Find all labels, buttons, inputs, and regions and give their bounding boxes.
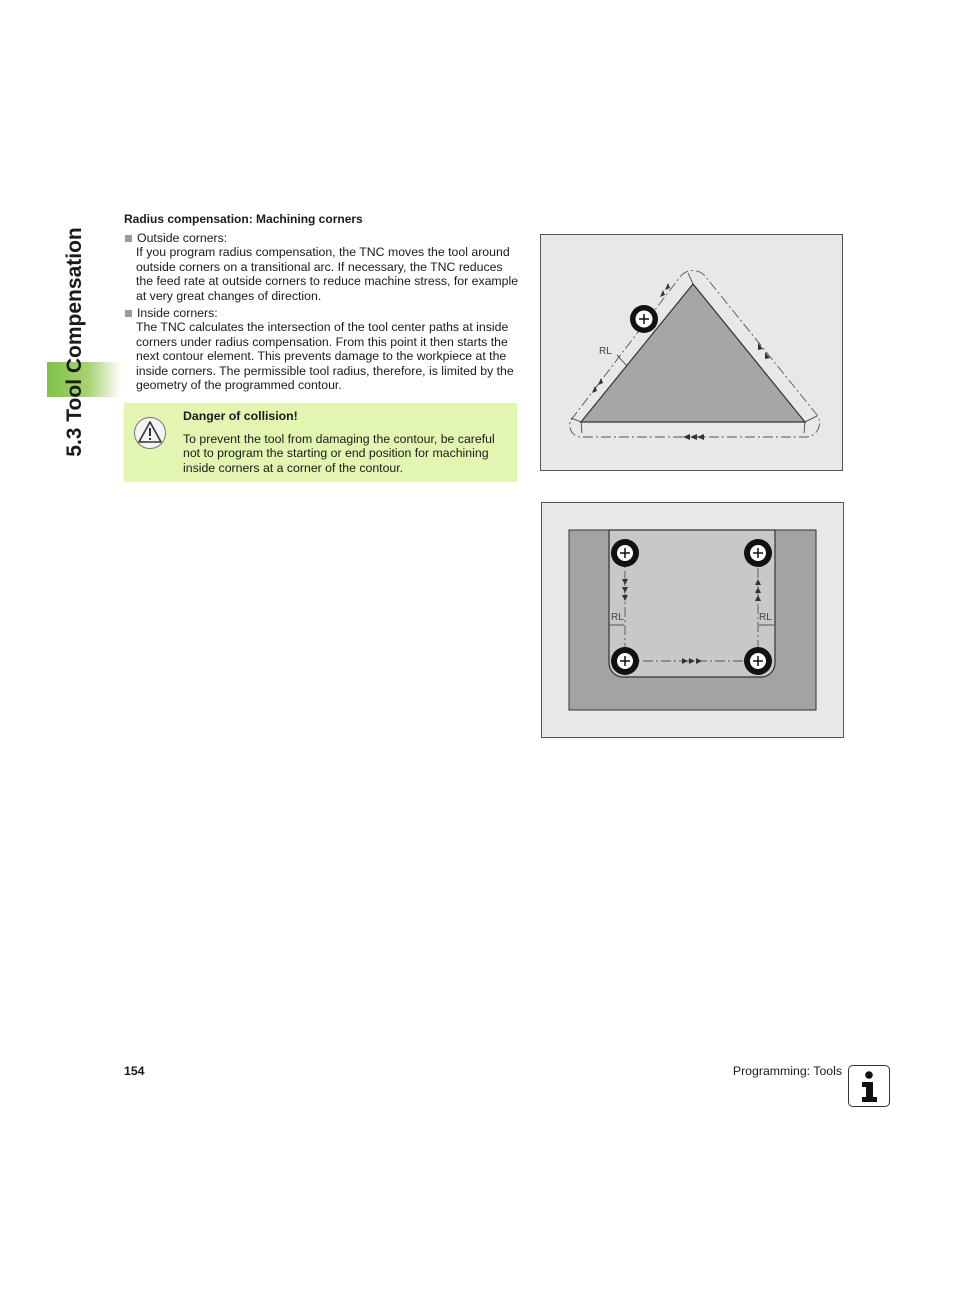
warning-box [124,403,517,482]
milling-cutter-icon [611,539,639,567]
milling-cutter-icon [611,647,639,675]
bullet-outside-corners [124,231,520,303]
bullet-square-icon [125,235,132,242]
rl-dimension [617,355,627,366]
warning-title: Danger of collision! [183,409,298,423]
warning-text: To prevent the tool from damaging the contour, be careful not to program the starting or end position for machining inside corners at a corner of the contour. [183,432,495,475]
rl-label-right: RL [759,612,772,623]
rl-label: RL [599,346,612,357]
main-content [124,212,520,395]
footer-label: Programming: Tools [732,1064,842,1078]
milling-cutter-icon [744,647,772,675]
rl-label-left: RL [611,612,624,623]
section-heading: Radius compensation: Machining corners [124,212,363,226]
bullet-title: Inside corners: [137,306,218,321]
bullet-text: If you program radius compensation, the TNC moves the tool around outside corners on a transitional arc. If necessary, the TNC reduces the feed rate at outside corners to reduce machine stress, for example at very great changes of direction. [136,245,519,303]
page-number: 154 [124,1064,145,1078]
bullet-text: The TNC calculates the intersection of the tool center paths at inside corners under radius compensation. From this point it then starts the next contour element. This prevents damage to the workpiece at the inside corners. The permissible tool radius, therefore, is limited by the geometry of the programmed contour. [136,320,514,393]
milling-cutter-icon [744,539,772,567]
bullet-title: Outside corners: [137,231,228,245]
milling-cutter-icon [630,305,658,333]
figure-inside-corners [541,502,844,738]
bullet-inside-corners [124,306,520,392]
chapter-title: 5.3 Tool Compensation [63,227,86,457]
warning-triangle-icon [133,416,167,450]
info-icon [848,1065,890,1107]
bullet-square-icon [125,310,132,317]
figure-outside-corners [540,234,843,471]
workpiece-triangle [581,284,805,422]
